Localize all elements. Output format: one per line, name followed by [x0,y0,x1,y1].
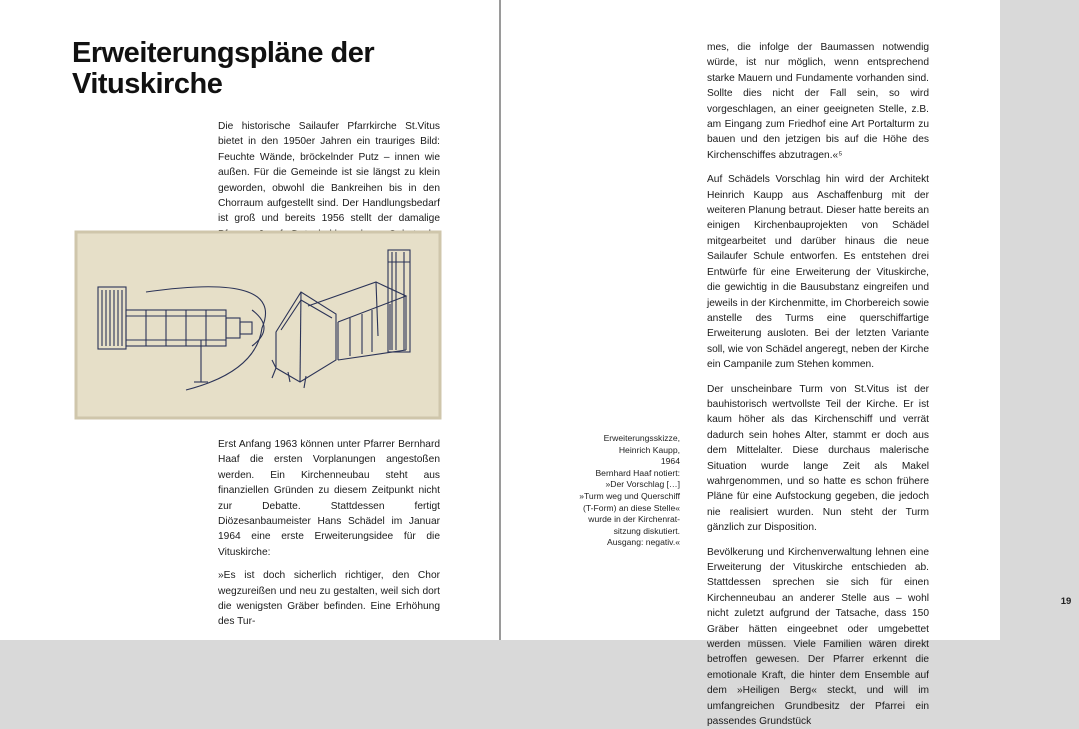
chapter-title: Erweiterungspläne der Vituskirche [72,37,375,100]
left-page [0,0,499,640]
caption-line: Ausgang: negativ.« [607,537,680,548]
quote-paragraph-start: »Es ist doch sicherlich richtiger, den Chor wegzureißen und neu zu gestalten, weil sich dort die wenigsten Gräber befinden. Eine Erhöhung des Tur- [218,570,440,628]
right-text-block [707,40,929,729]
caption-line: »Turm weg und Querschiff [579,490,680,501]
paragraph-first-plans: Erst Anfang 1963 können unter Pfarrer Bernhard Haaf die ersten Vorplanungen angestoßen werden. Ein Kirchenneubau steht aus finanziellen Gründen zu diesem Zeitpunkt nicht zur Debatte. Stattdessen fertigt Diözesanbaumeister Hans Schädel im Januar 1964 eine erste Erweiterungsidee für die Vituskirche: [218,439,440,558]
page-number: 19 [1060,596,1072,607]
paragraph-population: Bevölkerung und Kirchenverwaltung lehnen eine Erweiterung der Vituskirche entschieden ab. Stattdessen sprechen sie sich für einen Kirchenneubau an anderer Stelle aus – wohl nicht zuletzt aufgrund der Tatsache, dass 150 Gräber hätten eingeebnet oder umgebettet werden müssen. Viele Familien wären direkt betroffen gewesen. Der Pfarrer erkennt die emotionale Kraft, die hinter dem Ensemble auf dem »Heiligen Berg« steckt, und will im umfangreichen Grundbesitz der Pfarrei ein passendes Grundstück [707,546,929,728]
image-caption [568,433,680,549]
caption-line: (T-Form) an diese Stelle« [583,502,680,513]
caption-line: 1964 [660,456,680,467]
architectural-sketch-image [76,232,440,418]
caption-line: sitzung diskutiert. [613,525,680,536]
intro-paragraph: Die historische Sailaufer Pfarrkirche St.Vitus bietet in den 1950er Jahren ein trauriges Bild: Feuchte Wände, bröckelnder Putz – innen wie außen. Für die Gemeinde ist sie längst zu klein geworden, obwohl die Bankreihen bis in den Chorraum aufgestellt sind. Der Handlungsbedarf ist groß und bereits 1956 stellt der damalige [218,121,440,225]
quote-paragraph-end: mes, die infolge der Baumassen notwendig würde, ist nur möglich, wenn entsprechend starke Mauern und Fundamente vorhanden sind. Sollte dies nicht der Fall sein, so wird vorgeschlagen, an einer geeigneten Stelle, z.B. am Eingang zum Friedhof eine Art Portalturm zu bauen und den jetzigen bis auf die Höhe des Kirchenschiffes abzutragen.«⁵ [707,42,929,161]
caption-line: »Der Vorschlag […] [605,479,680,490]
body-text-block [218,437,440,630]
caption-line: Erweiterungsskizze, [603,433,680,443]
caption-line: Heinrich Kaupp, [618,444,680,455]
caption-line: wurde in der Kirchenrat- [588,514,680,525]
paragraph-kaupp: Auf Schädels Vorschlag hin wird der Architekt Heinrich Kaupp aus Aschaffenburg mit der weiteren Planung betraut. Dieser hatte bereits an einigen Kirchenbauprojekten von Schädel mitgearbeitet und darüber hinaus die neue Sailaufer Schule entworfen. Es entstehen drei Entwürfe für eine Erweiterung der Vituskirche, die gewichtig in die Bausubstanz eingreifen und jeweils in der Kirchenmitte, im Chorbereich sowie anstelle des Turms eine querschiffartige Erweiterung ausloten. Bei der letzten Variante soll, wie von Schädel angeregt, neben der Kirche ein Campanile zum Stehen kommen. [707,174,929,371]
caption-line: Bernhard Haaf notiert: [595,467,680,478]
paragraph-tower: Der unscheinbare Turm von St.Vitus ist der bauhistorisch wertvollste Teil der Kirche. Er ist kaum höher als das Kirchenschiff und verrät dadurch sein hohes Alter, stammt er doch aus dem Mittelalter. Diese durchaus malerische Situation wurde lange Zeit als Makel wahrgenommen, und so hatte es schon frühere Pläne für eine Aufstockung gegeben, die jedoch nie realisiert wurden. Nun steht der Turm gänzlich zur Disposition. [707,383,929,534]
sketch-drawing [76,232,440,418]
